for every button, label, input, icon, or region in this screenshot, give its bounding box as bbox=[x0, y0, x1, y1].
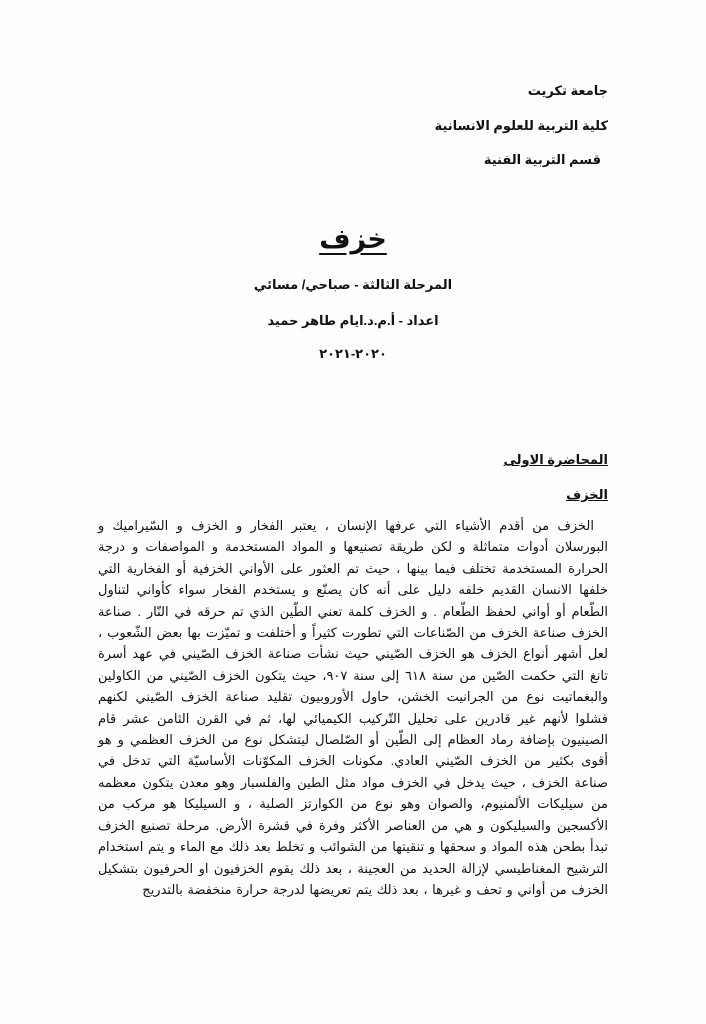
university-name: جامعة تكريت bbox=[527, 83, 608, 98]
department-name: قسم التربية الفنية bbox=[483, 152, 601, 167]
year-line: ٢٠٢٠-٢٠٢١ bbox=[319, 346, 387, 361]
lecture-body bbox=[98, 515, 608, 900]
stage-line: المرحلة الثالثة - صباحي/ مسائي bbox=[253, 277, 453, 292]
lecture-paragraph: الخزف من أقدم الأشياء التي عرفها الإنسان ، يعتبر الفخار و الخزف و السّيراميك و البورسلان أدوات متماثلة و لكن طريقة تصنيعها و المواد المستخدمة و المواصفات و درجة الحرارة المستخدمة تختلف فيما بينها ، حيث تم العثور على الأواني الخزفية أو الفخارية التي خلفها الانسان القديم خلفه دليل على أنه كان يصنّع و يستخدم الفخار سواء كأواني لتناول الطّعام أو أواني لحفظ الطّعام . و الخزف كلمة تعني الطّين الذي تم حرقه في النّار . صناعة الخزف صناعة الخزف من الصّناعات التي تطورت كثيراً و أختلفت و تميّزت بها بعض الشّعوب ، لعل أشهر أنواع الخزف هو الخزف الصّيني حيث نشأت صناعة الخزف الصّيني في عهد أسرة تانغ التي حكمت الصّين من سنة ٦١٨ إلى سنة ٩٠٧، حيث يتكون الخزف الصّيني من الكاولين والبغماتيت نوع من الجرانيت الخشن، حاول الأوروبيون تقليد صناعة الخزف الصّيني لكنهم فشلوا لأنهم غير قادرين على تحليل التّركيب الكيميائي لها، ثم في القرن الثامن عشر قام الصينيون بإضافة رماد العظام إلى الطّين أو الصّلصال ليتشكل نوع من الخزف العظمي و هو أقوى بكثير من الخزف الصّيني العادي. مكونات الخزف المكوّنات الأساسيّة التي تدخل في صناعة الخزف ، حيث يدخل في الخزف مواد مثل الطين والفلسبار وهو معدن يتكون معظمه من سيليكات الألمنيوم، والصوان وهو نوع من الكوارتز الصلبة ، و السيليكا هو مركب من الأكسجين والسيليكون و هي من العناصر الأكثر وفرة في قشرة الأرض. مرحلة تصنيع الخزف تبدأ بطحن هذه المواد و سحقها و تنقيتها من الشوائب و تخلط بعد ذلك مع الماء و يتم استخدام الترشيح المغناطيسي لإزالة الحديد من العجينة ، بعد ذلك يقوم الخزفيون او الحرفيون بتشكيل الخزف من أواني و تحف و غيرها ، بعد ذلك يتم تعريضها لدرجة حرارة منخفضة بالتدريج bbox=[98, 518, 608, 897]
document-title: خزف bbox=[319, 224, 387, 254]
lecture-subheading: الخزف bbox=[566, 487, 608, 502]
college-name: كلية التربية للعلوم الانسانية bbox=[434, 118, 608, 133]
lecture-heading: المحاضرة الاولى bbox=[503, 452, 608, 467]
author-line: اعداد - أ.م.د.ايام طاهر حميد bbox=[267, 313, 439, 328]
